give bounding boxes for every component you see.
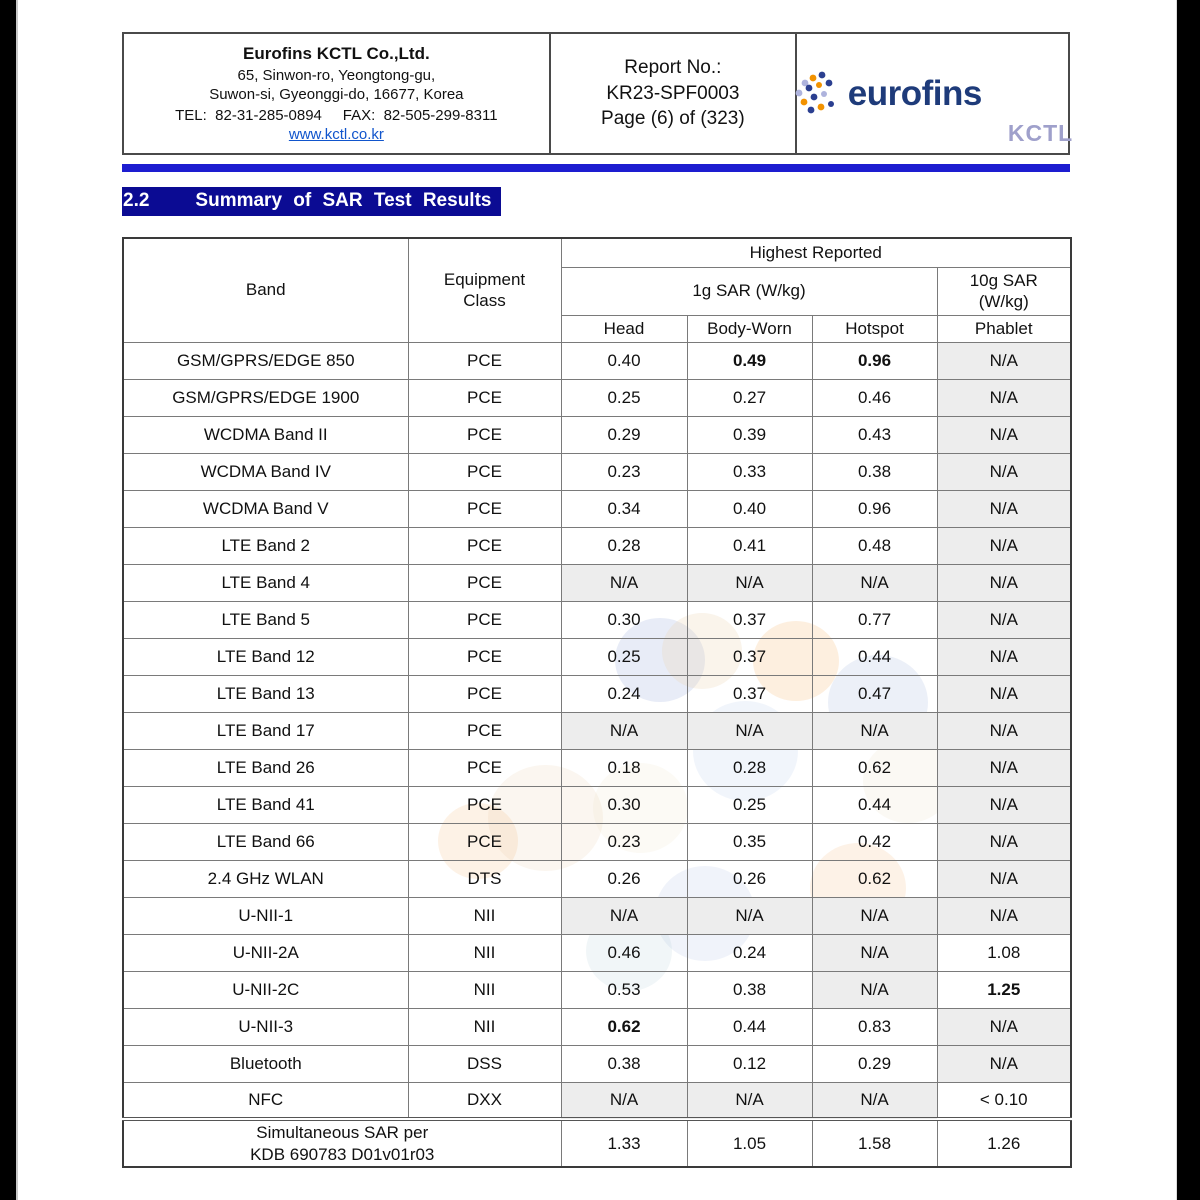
value-cell: N/A bbox=[937, 638, 1071, 675]
value-cell: 0.26 bbox=[687, 860, 812, 897]
table-row bbox=[123, 1082, 1071, 1119]
value-cell: 0.41 bbox=[687, 527, 812, 564]
value-cell: N/A bbox=[937, 490, 1071, 527]
col-header-10g-sar: 10g SAR (W/kg) bbox=[937, 267, 1071, 315]
company-name: Eurofins KCTL Co.,Ltd. bbox=[243, 43, 430, 63]
col-header-head: Head bbox=[561, 315, 687, 342]
col-header-highest-reported: Highest Reported bbox=[561, 238, 1071, 267]
value-cell: 0.96 bbox=[812, 342, 937, 379]
value-cell: 0.24 bbox=[687, 934, 812, 971]
table-row bbox=[123, 490, 1071, 527]
band-cell: GSM/GPRS/EDGE 1900 bbox=[123, 379, 408, 416]
value-cell: 0.62 bbox=[812, 860, 937, 897]
col-header-equipment-class: Equipment Class bbox=[408, 238, 561, 342]
value-cell: 0.25 bbox=[561, 638, 687, 675]
value-cell: 0.24 bbox=[561, 675, 687, 712]
value-cell: 0.46 bbox=[812, 379, 937, 416]
company-tel-fax: TEL: 82-31-285-0894 FAX: 82-505-299-8311 bbox=[175, 106, 498, 124]
value-cell: 0.44 bbox=[812, 638, 937, 675]
report-header bbox=[122, 32, 1074, 155]
value-cell: 0.38 bbox=[687, 971, 812, 1008]
band-cell: U-NII-2A bbox=[123, 934, 408, 971]
value-cell: 0.28 bbox=[687, 749, 812, 786]
value-cell: 0.25 bbox=[561, 379, 687, 416]
table-row bbox=[123, 601, 1071, 638]
band-cell: LTE Band 17 bbox=[123, 712, 408, 749]
report-page-info: Page (6) of (323) bbox=[601, 108, 745, 130]
table-row bbox=[123, 564, 1071, 601]
value-cell: N/A bbox=[812, 971, 937, 1008]
col-header-hotspot: Hotspot bbox=[812, 315, 937, 342]
equipment-class-cell: DSS bbox=[408, 1045, 561, 1082]
value-cell: 0.33 bbox=[687, 453, 812, 490]
logo-block bbox=[797, 34, 1074, 153]
value-cell: 0.44 bbox=[812, 786, 937, 823]
value-cell: N/A bbox=[937, 416, 1071, 453]
equipment-class-cell: PCE bbox=[408, 527, 561, 564]
col-header-band: Band bbox=[123, 238, 408, 342]
equipment-class-cell: PCE bbox=[408, 490, 561, 527]
value-cell: 0.39 bbox=[687, 416, 812, 453]
value-cell: 0.62 bbox=[561, 1008, 687, 1045]
value-cell: 0.23 bbox=[561, 453, 687, 490]
band-cell: U-NII-2C bbox=[123, 971, 408, 1008]
table-row bbox=[123, 638, 1071, 675]
value-cell: 0.47 bbox=[812, 675, 937, 712]
value-cell: 0.49 bbox=[687, 342, 812, 379]
table-row bbox=[123, 1008, 1071, 1045]
report-number-block bbox=[549, 34, 797, 153]
value-cell: 0.28 bbox=[561, 527, 687, 564]
value-cell: 1.26 bbox=[937, 1119, 1071, 1167]
value-cell: 0.44 bbox=[687, 1008, 812, 1045]
table-row bbox=[123, 379, 1071, 416]
value-cell: 0.30 bbox=[561, 786, 687, 823]
equipment-class-cell: PCE bbox=[408, 675, 561, 712]
band-cell: LTE Band 4 bbox=[123, 564, 408, 601]
table-row bbox=[123, 897, 1071, 934]
value-cell: 0.29 bbox=[561, 416, 687, 453]
value-cell: 0.37 bbox=[687, 601, 812, 638]
value-cell: 0.96 bbox=[812, 490, 937, 527]
equipment-class-cell: PCE bbox=[408, 823, 561, 860]
band-cell: LTE Band 66 bbox=[123, 823, 408, 860]
value-cell: N/A bbox=[812, 897, 937, 934]
band-cell: LTE Band 5 bbox=[123, 601, 408, 638]
col-header-1g-sar: 1g SAR (W/kg) bbox=[561, 267, 937, 315]
value-cell: N/A bbox=[937, 1008, 1071, 1045]
table-row bbox=[123, 675, 1071, 712]
report-no-label: Report No.: bbox=[624, 57, 722, 79]
company-info-block bbox=[124, 34, 549, 153]
value-cell: 1.58 bbox=[812, 1119, 937, 1167]
band-cell: U-NII-3 bbox=[123, 1008, 408, 1045]
value-cell: N/A bbox=[937, 897, 1071, 934]
eurofins-dots-icon bbox=[792, 70, 840, 118]
value-cell: 0.37 bbox=[687, 638, 812, 675]
band-cell: WCDMA Band V bbox=[123, 490, 408, 527]
value-cell: N/A bbox=[937, 675, 1071, 712]
band-cell: 2.4 GHz WLAN bbox=[123, 860, 408, 897]
equipment-class-cell: PCE bbox=[408, 453, 561, 490]
header-rule bbox=[122, 164, 1070, 172]
value-cell: 0.53 bbox=[561, 971, 687, 1008]
sar-table-wrap bbox=[122, 237, 1070, 1168]
equipment-class-cell: DXX bbox=[408, 1082, 561, 1119]
band-cell: WCDMA Band II bbox=[123, 416, 408, 453]
value-cell: N/A bbox=[937, 1045, 1071, 1082]
eurofins-logo bbox=[792, 70, 982, 118]
equipment-class-cell: PCE bbox=[408, 564, 561, 601]
equipment-class-cell: NII bbox=[408, 971, 561, 1008]
value-cell: 0.30 bbox=[561, 601, 687, 638]
value-cell: 0.48 bbox=[812, 527, 937, 564]
value-cell: 0.43 bbox=[812, 416, 937, 453]
value-cell: N/A bbox=[937, 342, 1071, 379]
table-row bbox=[123, 527, 1071, 564]
value-cell: 0.35 bbox=[687, 823, 812, 860]
value-cell: 0.27 bbox=[687, 379, 812, 416]
equipment-class-cell: PCE bbox=[408, 379, 561, 416]
value-cell: N/A bbox=[687, 1082, 812, 1119]
value-cell: N/A bbox=[937, 712, 1071, 749]
value-cell: N/A bbox=[937, 860, 1071, 897]
table-row bbox=[123, 712, 1071, 749]
table-row bbox=[123, 416, 1071, 453]
value-cell: 0.83 bbox=[812, 1008, 937, 1045]
sar-results-table bbox=[122, 237, 1072, 1168]
value-cell: 0.38 bbox=[561, 1045, 687, 1082]
band-cell: LTE Band 13 bbox=[123, 675, 408, 712]
equipment-class-cell: PCE bbox=[408, 416, 561, 453]
value-cell: N/A bbox=[687, 564, 812, 601]
band-cell: LTE Band 12 bbox=[123, 638, 408, 675]
equipment-class-cell: PCE bbox=[408, 712, 561, 749]
equipment-class-cell: DTS bbox=[408, 860, 561, 897]
value-cell: 0.37 bbox=[687, 675, 812, 712]
value-cell: N/A bbox=[937, 564, 1071, 601]
value-cell: 0.34 bbox=[561, 490, 687, 527]
table-row bbox=[123, 786, 1071, 823]
company-address-line1: 65, Sinwon-ro, Yeongtong-gu, bbox=[237, 66, 436, 84]
col-header-body-worn: Body-Worn bbox=[687, 315, 812, 342]
table-row bbox=[123, 749, 1071, 786]
equipment-class-cell: NII bbox=[408, 897, 561, 934]
value-cell: N/A bbox=[937, 786, 1071, 823]
section-number: 2.2 bbox=[123, 190, 150, 211]
band-cell: WCDMA Band IV bbox=[123, 453, 408, 490]
equipment-class-cell: PCE bbox=[408, 601, 561, 638]
simultaneous-sar-row bbox=[123, 1119, 1071, 1167]
value-cell: 0.29 bbox=[812, 1045, 937, 1082]
company-website-row bbox=[289, 126, 384, 144]
table-row bbox=[123, 342, 1071, 379]
simultaneous-sar-label: Simultaneous SAR per KDB 690783 D01v01r03 bbox=[123, 1119, 561, 1167]
value-cell: N/A bbox=[561, 564, 687, 601]
value-cell: 1.05 bbox=[687, 1119, 812, 1167]
value-cell: N/A bbox=[812, 712, 937, 749]
value-cell: N/A bbox=[937, 379, 1071, 416]
table-body bbox=[123, 342, 1071, 1119]
value-cell: N/A bbox=[561, 897, 687, 934]
company-website-link[interactable]: www.kctl.co.kr bbox=[288, 125, 384, 143]
value-cell: 0.42 bbox=[812, 823, 937, 860]
value-cell: 0.46 bbox=[561, 934, 687, 971]
value-cell: 1.25 bbox=[937, 971, 1071, 1008]
band-cell: LTE Band 2 bbox=[123, 527, 408, 564]
value-cell: N/A bbox=[937, 453, 1071, 490]
value-cell: N/A bbox=[937, 527, 1071, 564]
equipment-class-cell: PCE bbox=[408, 638, 561, 675]
value-cell: 0.40 bbox=[561, 342, 687, 379]
value-cell: N/A bbox=[687, 897, 812, 934]
table-row bbox=[123, 823, 1071, 860]
equipment-class-cell: PCE bbox=[408, 749, 561, 786]
scan-edge-left bbox=[0, 0, 18, 1200]
band-cell: NFC bbox=[123, 1082, 408, 1119]
equipment-class-cell: NII bbox=[408, 1008, 561, 1045]
value-cell: N/A bbox=[937, 601, 1071, 638]
value-cell: 0.25 bbox=[687, 786, 812, 823]
section-heading bbox=[122, 187, 501, 216]
value-cell: 0.23 bbox=[561, 823, 687, 860]
band-cell: LTE Band 41 bbox=[123, 786, 408, 823]
value-cell: N/A bbox=[937, 823, 1071, 860]
band-cell: U-NII-1 bbox=[123, 897, 408, 934]
document-page bbox=[122, 32, 1074, 1168]
value-cell: N/A bbox=[937, 749, 1071, 786]
value-cell: 0.62 bbox=[812, 749, 937, 786]
value-cell: N/A bbox=[561, 712, 687, 749]
value-cell: N/A bbox=[812, 564, 937, 601]
value-cell: < 0.10 bbox=[937, 1082, 1071, 1119]
value-cell: 0.77 bbox=[812, 601, 937, 638]
band-cell: GSM/GPRS/EDGE 850 bbox=[123, 342, 408, 379]
band-cell: Bluetooth bbox=[123, 1045, 408, 1082]
band-cell: LTE Band 26 bbox=[123, 749, 408, 786]
value-cell: 1.08 bbox=[937, 934, 1071, 971]
brand-name: eurofins bbox=[847, 73, 982, 113]
scan-edge-right bbox=[1176, 0, 1200, 1200]
value-cell: 1.33 bbox=[561, 1119, 687, 1167]
value-cell: 0.40 bbox=[687, 490, 812, 527]
table-row bbox=[123, 860, 1071, 897]
table-row bbox=[123, 934, 1071, 971]
section-title: Summary of SAR Test Results bbox=[195, 190, 492, 211]
value-cell: 0.18 bbox=[561, 749, 687, 786]
brand-unit: KCTL bbox=[1007, 120, 1074, 146]
equipment-class-cell: PCE bbox=[408, 786, 561, 823]
equipment-class-cell: PCE bbox=[408, 342, 561, 379]
value-cell: N/A bbox=[812, 1082, 937, 1119]
equipment-class-cell: NII bbox=[408, 934, 561, 971]
col-header-phablet: Phablet bbox=[937, 315, 1071, 342]
table-row bbox=[123, 1045, 1071, 1082]
value-cell: 0.38 bbox=[812, 453, 937, 490]
company-address-line2: Suwon-si, Gyeonggi-do, 16677, Korea bbox=[209, 86, 464, 103]
value-cell: 0.26 bbox=[561, 860, 687, 897]
value-cell: N/A bbox=[812, 934, 937, 971]
table-row bbox=[123, 971, 1071, 1008]
value-cell: N/A bbox=[561, 1082, 687, 1119]
report-no-value: KR23-SPF0003 bbox=[606, 82, 740, 104]
value-cell: N/A bbox=[687, 712, 812, 749]
value-cell: 0.12 bbox=[687, 1045, 812, 1082]
table-row bbox=[123, 453, 1071, 490]
